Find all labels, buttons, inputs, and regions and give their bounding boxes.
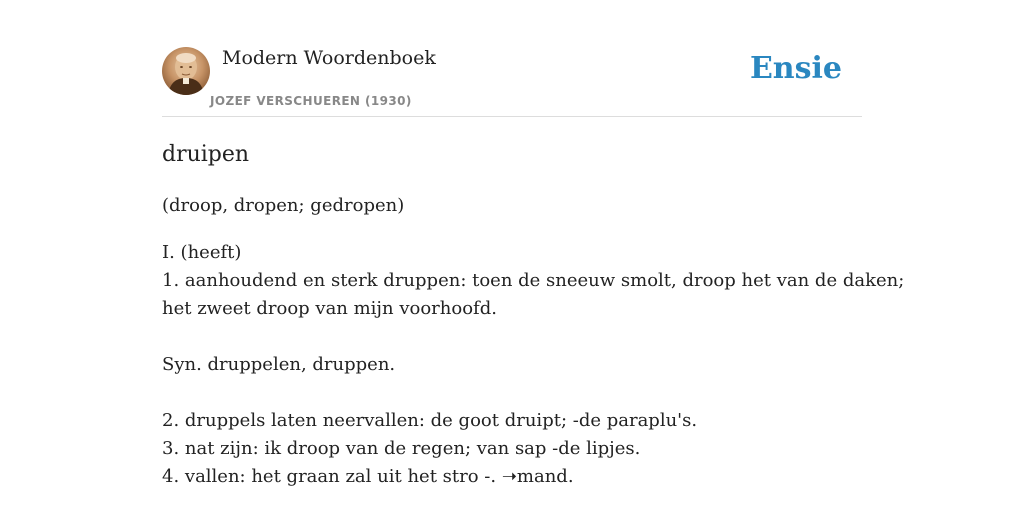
definition-line: [162, 463, 862, 491]
header: [162, 0, 862, 117]
definition-line: 3. nat zijn: ik droop van de regen; van sap -de lipjes.: [162, 438, 641, 459]
definition-body: [162, 239, 905, 491]
inflected-forms: (droop, dropen; gedropen): [162, 195, 405, 216]
definition-line: 1. aanhoudend en sterk druppen: toen de sneeuw smolt, droop het van de daken;: [162, 270, 905, 291]
blank-line: [162, 323, 862, 351]
author-portrait-icon: [162, 47, 210, 95]
cross-reference-arrow-icon: ➝: [501, 466, 517, 487]
definition-text: 4. vallen: het graan zal uit het stro -.: [162, 466, 502, 487]
cross-reference-link[interactable]: mand.: [516, 466, 574, 487]
definition-line: het zweet droop van mijn voorhoofd.: [162, 298, 497, 319]
brand-logo[interactable]: Ensie: [749, 51, 842, 86]
page-container: [162, 0, 905, 487]
book-title[interactable]: Modern Woordenboek: [222, 47, 436, 69]
definition-line: I. (heeft): [162, 242, 242, 263]
author-name[interactable]: JOZEF VERSCHUEREN (1930): [210, 94, 412, 108]
synonyms-line: Syn. druppelen, druppen.: [162, 354, 396, 375]
definition-line: 2. druppels laten neervallen: de goot druipt; -de paraplu's.: [162, 410, 698, 431]
blank-line: [162, 379, 862, 407]
headword: druipen: [162, 142, 250, 167]
author-avatar[interactable]: [162, 47, 210, 95]
